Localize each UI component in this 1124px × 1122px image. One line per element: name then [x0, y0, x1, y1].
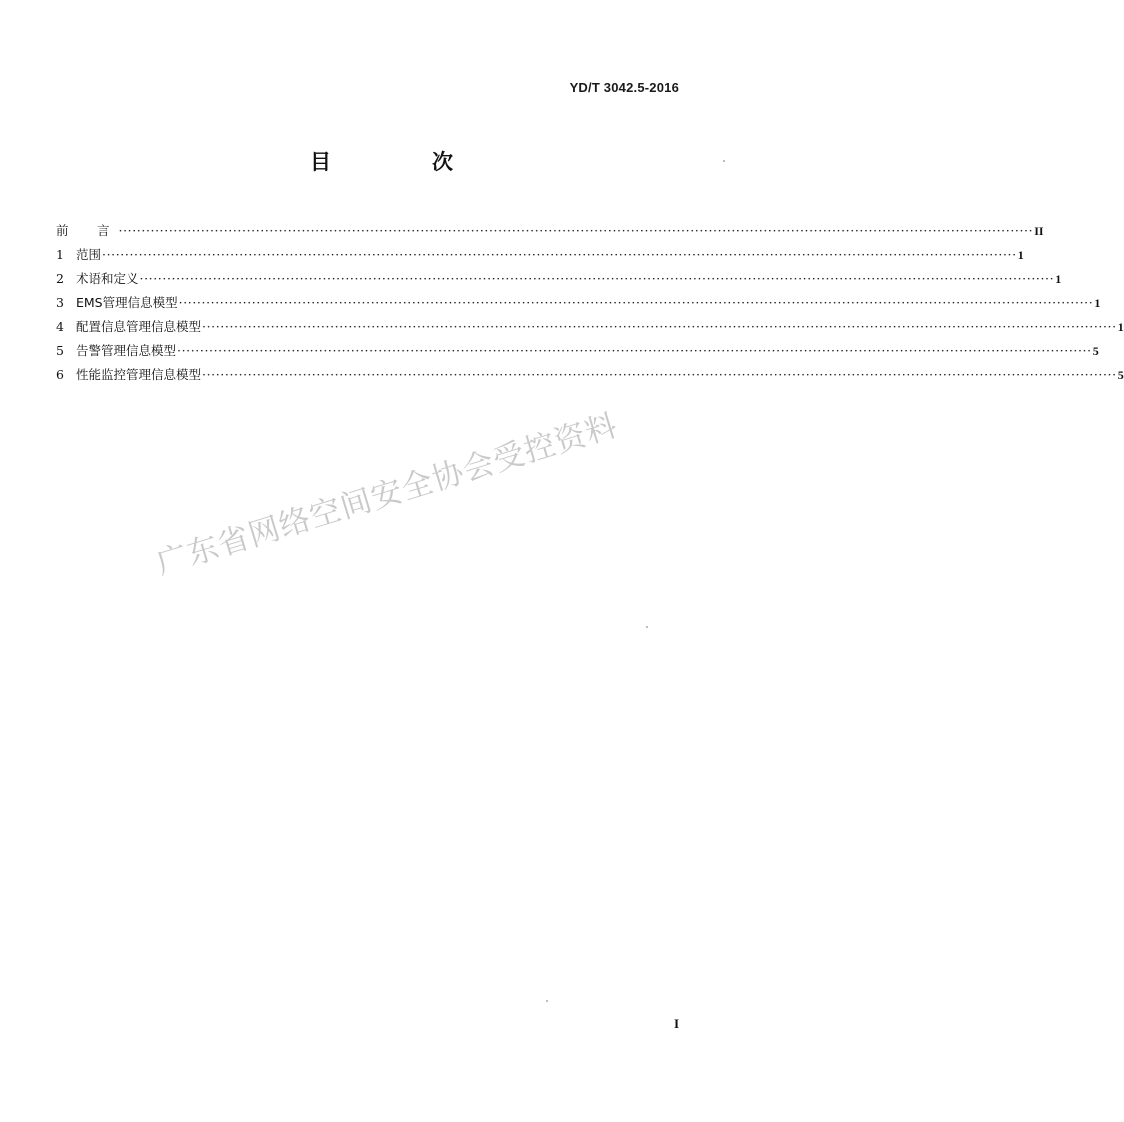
- toc-entry-1[interactable]: [56, 238, 1024, 262]
- toc-entry-5[interactable]: [56, 334, 1099, 358]
- toc-leader-dots: ········································································································································································································: [139, 271, 1055, 286]
- toc-leader-dots: ········································································································································································································: [202, 367, 1117, 382]
- toc-entry-preface[interactable]: [56, 214, 1044, 238]
- document-code: YD/T 3042.5-2016: [569, 80, 679, 95]
- toc-entry-number: 2: [56, 271, 64, 286]
- toc-entry-6[interactable]: [56, 358, 1124, 382]
- toc-entry-label: 配置信息管理信息模型: [76, 319, 202, 334]
- toc-leader-dots: ········································································································································································································: [118, 223, 1034, 238]
- toc-entry-number: 3: [56, 295, 64, 310]
- toc-leader-dots: ········································································································································································································: [102, 247, 1017, 262]
- toc-entry-number: 6: [56, 367, 64, 382]
- scan-speck: [723, 160, 725, 162]
- toc-entry-label: 术语和定义: [76, 271, 139, 286]
- toc-leader-dots: ········································································································································································································: [202, 319, 1117, 334]
- toc-entry-page: 1: [1055, 272, 1062, 286]
- toc-title: 目 次: [310, 150, 493, 174]
- toc-entry-4[interactable]: [56, 310, 1124, 334]
- toc-entry-page: 1: [1117, 320, 1124, 334]
- table-of-contents: [56, 214, 1124, 382]
- toc-entry-page: 5: [1117, 368, 1124, 382]
- toc-leader-dots: ········································································································································································································: [177, 343, 1092, 358]
- toc-entry-label: 告警管理信息模型: [76, 343, 177, 358]
- toc-entry-number: 5: [56, 343, 64, 358]
- watermark: 广东省网络空间安全协会受控资料: [152, 407, 622, 583]
- toc-entry-label: 前 言: [56, 223, 118, 238]
- toc-entry-label: EMS管理信息模型: [76, 295, 178, 310]
- scan-speck: [646, 626, 648, 628]
- toc-entry-3[interactable]: [56, 286, 1101, 310]
- toc-entry-page: 5: [1092, 344, 1099, 358]
- scan-speck: [546, 1000, 548, 1002]
- toc-entry-2[interactable]: [56, 262, 1062, 286]
- toc-entry-number: 4: [56, 319, 64, 334]
- toc-entry-page: II: [1034, 224, 1044, 238]
- toc-entry-page: 1: [1017, 248, 1024, 262]
- page-number: I: [673, 1016, 679, 1031]
- toc-entry-number: 1: [56, 247, 64, 262]
- toc-entry-page: 1: [1094, 296, 1101, 310]
- toc-entry-label: 性能监控管理信息模型: [76, 367, 202, 382]
- toc-entry-label: 范围: [76, 247, 102, 262]
- toc-leader-dots: ········································································································································································································: [178, 295, 1094, 310]
